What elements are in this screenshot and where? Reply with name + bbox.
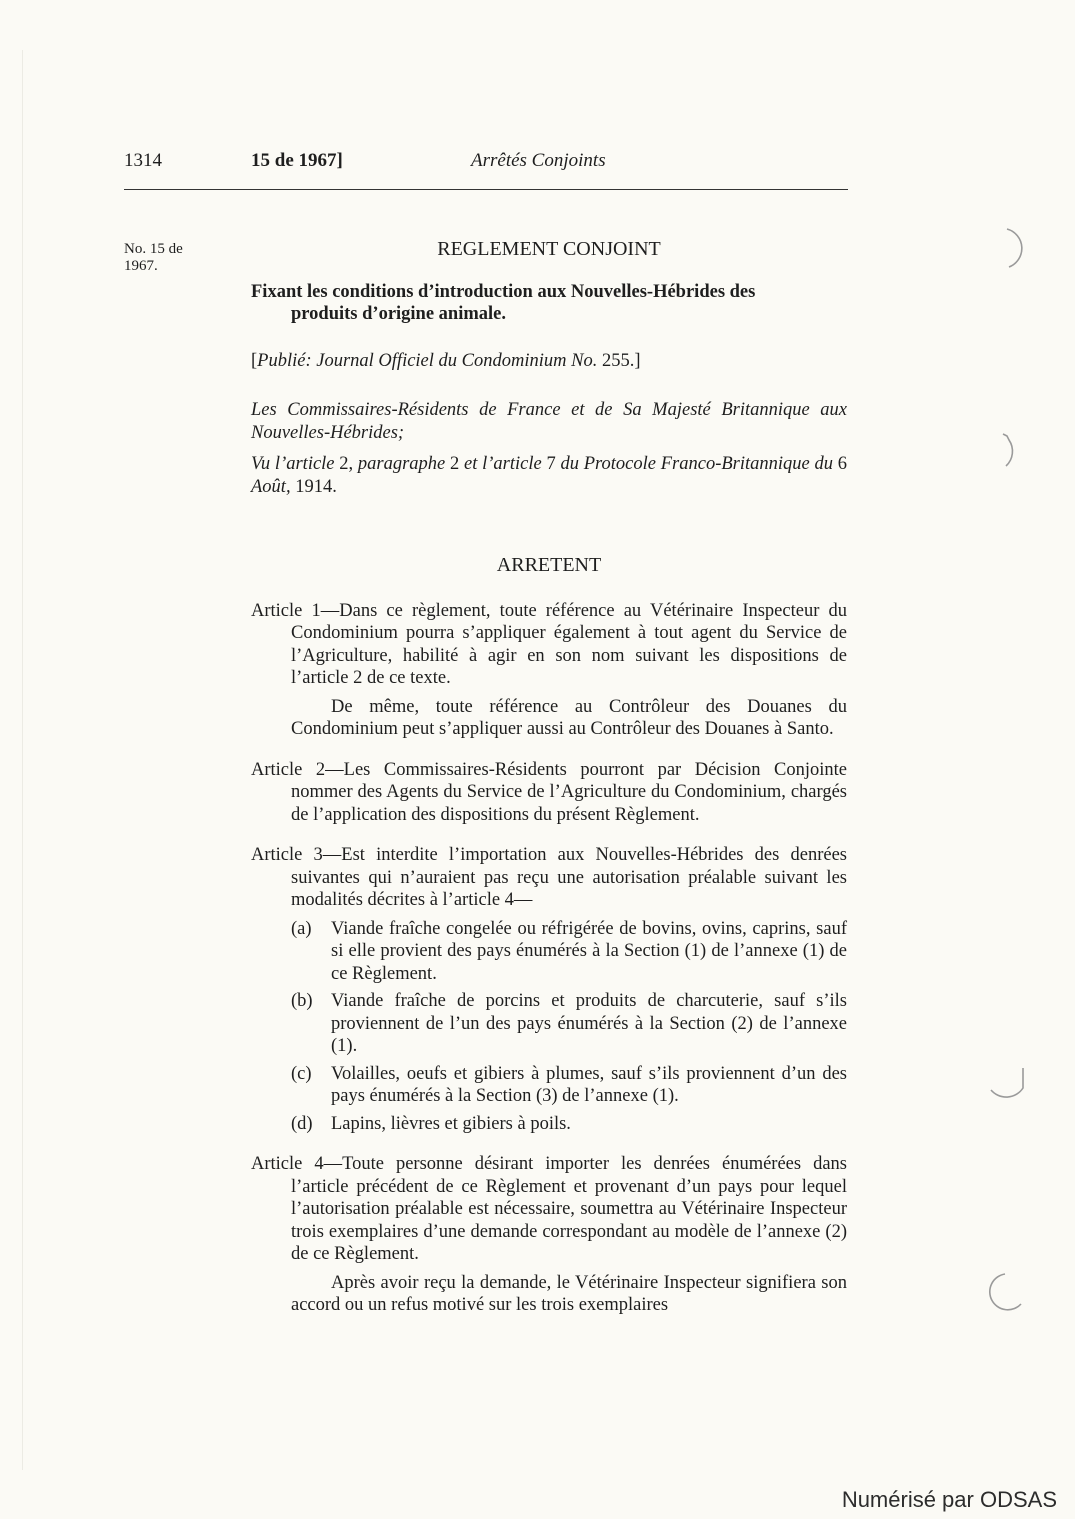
article-4: Article 4—Toute personne désirant importer les denrées énumérées dans l’article précédent de ce Règlement et provenant d’un pays pour lequel l’autorisation préalable est nécessaire, soumettra au Vétérinaire Inspecteur trois exemplaires d’une demande correspondant au modèle de l’annexe (2) de ce Règlement. [251, 1154, 847, 1264]
list-item-text: Volailles, oeufs et gibiers à plumes, sauf s’ils proviennent d’un des pays énumérés à la Section (3) de l’annexe (1). [331, 1063, 847, 1106]
list-item-letter: (c) [291, 1063, 312, 1084]
document-title: REGLEMENT CONJOINT [437, 238, 661, 260]
subtitle-line: produits d’origine animale. [291, 304, 506, 324]
margin-note [124, 241, 234, 275]
binder-hole-icon [985, 1060, 1031, 1106]
arretent-heading: ARRETENT [496, 554, 602, 576]
binder-hole-icon [985, 225, 1031, 271]
binder-hole-icon [985, 1268, 1031, 1314]
page-header [124, 150, 848, 178]
article-3-list [291, 918, 847, 1136]
list-item-text: Lapins, lièvres et gibiers à poils. [331, 1113, 571, 1134]
list-item-letter: (a) [291, 918, 312, 939]
page-edge [22, 50, 23, 1470]
preamble-commissioners: Les Commissaires-Résidents de France et de Sa Majesté Britannique aux Nouvelles-Hébrides; [251, 400, 847, 443]
publication-note [251, 350, 847, 373]
list-item-letter: (d) [291, 1113, 313, 1134]
article-2: Article 2—Les Commissaires-Résidents pourront par Décision Conjointe nommer des Agents du Service de l’Agriculture du Condominium, chargés de l’application des dispositions du présent Règlement. [251, 759, 847, 825]
binder-hole-icon [985, 430, 1031, 476]
document-subtitle [251, 281, 847, 326]
list-item [291, 990, 847, 1058]
list-item [291, 918, 847, 986]
digitization-watermark: Numérisé par ODSAS [841, 1487, 1057, 1512]
list-item-text: Viande fraîche congelée ou réfrigérée de bovins, ovins, caprins, sauf si elle provient des pays énumérés à la Section (1) de l’annexe (1) de ce Règlement. [331, 918, 847, 984]
page-number: 1314 [124, 150, 162, 171]
preamble-considering: Vu l’article 2, paragraphe 2 et l’article 7 du Protocole Franco-Britannique du 6 Août, 1914. [251, 454, 847, 497]
publication-bracket: [ [251, 350, 258, 371]
margin-note-line: 1967. [124, 258, 158, 274]
document-body [251, 238, 847, 1317]
list-item [291, 1113, 847, 1136]
list-item-letter: (b) [291, 991, 313, 1011]
publication-label: Publié: Journal Officiel du Condominium No. [257, 350, 598, 371]
publication-number: 255.] [601, 350, 641, 371]
article-1: Article 1—Dans ce règlement, toute référence au Vétérinaire Inspecteur du Condominium pourra s’appliquer également à tout agent du Service de l’Agriculture, habilité à agir en son nom suivant les dispositions de l’article 2 de ce texte. [251, 600, 847, 688]
article-1-paragraph-2: De même, toute référence au Contrôleur des Douanes du Condominium peut s’appliquer aussi au Contrôleur des Douanes à Santo. [291, 696, 847, 739]
list-item [291, 1063, 847, 1108]
article-4-paragraph-2: Après avoir reçu la demande, le Vétérinaire Inspecteur signifiera son accord ou un refus motivé sur les trois exemplaires [291, 1272, 847, 1315]
article-3: Article 3—Est interdite l’importation aux Nouvelles-Hébrides des denrées suivantes qui n’auraient pas reçu une autorisation préalable suivant les modalités décrites à l’article 4— [251, 845, 847, 910]
list-item-text: Viande fraîche de porcins et produits de charcuterie, sauf s’ils proviennent de l’un des pays énumérés à la Section (2) de l’annexe (1). [331, 991, 847, 1056]
header-rule [124, 189, 848, 190]
document-reference: 15 de 1967] [251, 150, 343, 171]
subtitle-line: Fixant les conditions d’introduction aux Nouvelles-Hébrides des [251, 281, 756, 302]
margin-note-line: No. 15 de [124, 241, 183, 257]
running-title: Arrêtés Conjoints [471, 150, 606, 171]
